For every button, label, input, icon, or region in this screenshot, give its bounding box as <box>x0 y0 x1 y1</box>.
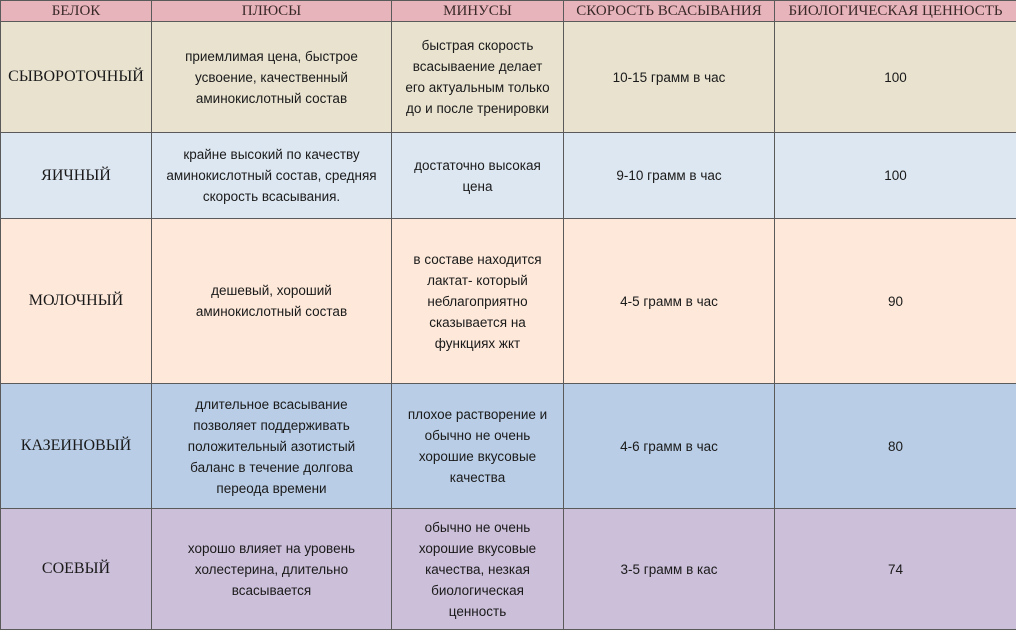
cons-line: плохое растворение и <box>396 404 559 425</box>
cons-line: неблагоприятно <box>396 291 559 312</box>
cons-line: обычно не очень <box>396 517 559 538</box>
header-protein: БЕЛОК <box>1 1 152 22</box>
pros-cell <box>152 133 392 219</box>
cons-line: достаточно высокая <box>396 155 559 176</box>
protein-name: МОЛОЧНЫЙ <box>1 219 152 384</box>
absorption-speed: 3-5 грамм в кас <box>564 509 775 630</box>
protein-name: КАЗЕИНОВЫЙ <box>1 384 152 509</box>
cons-cell <box>392 509 564 630</box>
protein-name: ЯИЧНЫЙ <box>1 133 152 219</box>
pros-line: положительный азотистый <box>156 436 387 457</box>
pros-cell <box>152 384 392 509</box>
cons-line: обычно не очень <box>396 425 559 446</box>
pros-line: позволяет поддерживать <box>156 415 387 436</box>
cons-cell <box>392 133 564 219</box>
cons-line: быстрая скорость <box>396 35 559 56</box>
table-row <box>1 509 1016 630</box>
cons-line: качества, незкая <box>396 559 559 580</box>
biological-value: 100 <box>775 133 1016 219</box>
pros-cell <box>152 509 392 630</box>
pros-line: всасывается <box>156 580 387 601</box>
biological-value: 74 <box>775 509 1016 630</box>
pros-line: дешевый, хороший <box>156 280 387 301</box>
pros-line: аминокислотный состав <box>156 301 387 322</box>
cons-line: хорошие вкусовые <box>396 446 559 467</box>
cons-line: всасываение делает <box>396 56 559 77</box>
table-row <box>1 133 1016 219</box>
pros-line: скорость всасывания. <box>156 186 387 207</box>
absorption-speed: 4-6 грамм в час <box>564 384 775 509</box>
pros-line: холестерина, длительно <box>156 559 387 580</box>
cons-line: цена <box>396 176 559 197</box>
pros-line: длительное всасывание <box>156 394 387 415</box>
absorption-speed: 10-15 грамм в час <box>564 22 775 133</box>
header-absorption-speed: СКОРОСТЬ ВСАСЫВАНИЯ <box>564 1 775 22</box>
pros-line: хорошо влияет на уровень <box>156 538 387 559</box>
cons-cell <box>392 219 564 384</box>
cons-line: качества <box>396 467 559 488</box>
table-row <box>1 22 1016 133</box>
pros-line: крайне высокий по качеству <box>156 144 387 165</box>
header-pros: ПЛЮСЫ <box>152 1 392 22</box>
pros-line: баланс в течение долгова <box>156 457 387 478</box>
table-row <box>1 384 1016 509</box>
header-biological-value: БИОЛОГИЧЕСКАЯ ЦЕННОСТЬ <box>775 1 1016 22</box>
pros-line: аминокислотный состав <box>156 88 387 109</box>
biological-value: 80 <box>775 384 1016 509</box>
cons-line: хорошие вкусовые <box>396 538 559 559</box>
header-cons: МИНУСЫ <box>392 1 564 22</box>
cons-line: сказывается на <box>396 312 559 333</box>
biological-value: 100 <box>775 22 1016 133</box>
cons-line: биологическая <box>396 580 559 601</box>
pros-cell <box>152 22 392 133</box>
cons-line: его актуальным только <box>396 77 559 98</box>
header-row <box>1 1 1016 22</box>
pros-line: переода времени <box>156 478 387 499</box>
pros-line: аминокислотный состав, средняя <box>156 165 387 186</box>
biological-value: 90 <box>775 219 1016 384</box>
absorption-speed: 4-5 грамм в час <box>564 219 775 384</box>
cons-line: ценность <box>396 601 559 622</box>
cons-line: лактат- который <box>396 270 559 291</box>
cons-line: до и после тренировки <box>396 98 559 119</box>
table-row <box>1 219 1016 384</box>
pros-line: приемлимая цена, быстрое <box>156 46 387 67</box>
pros-cell <box>152 219 392 384</box>
pros-line: усвоение, качественный <box>156 67 387 88</box>
protein-name: СЫВОРОТОЧНЫЙ <box>1 22 152 133</box>
cons-line: в составе находится <box>396 249 559 270</box>
absorption-speed: 9-10 грамм в час <box>564 133 775 219</box>
protein-name: СОЕВЫЙ <box>1 509 152 630</box>
cons-line: функциях жкт <box>396 333 559 354</box>
cons-cell <box>392 22 564 133</box>
cons-cell <box>392 384 564 509</box>
